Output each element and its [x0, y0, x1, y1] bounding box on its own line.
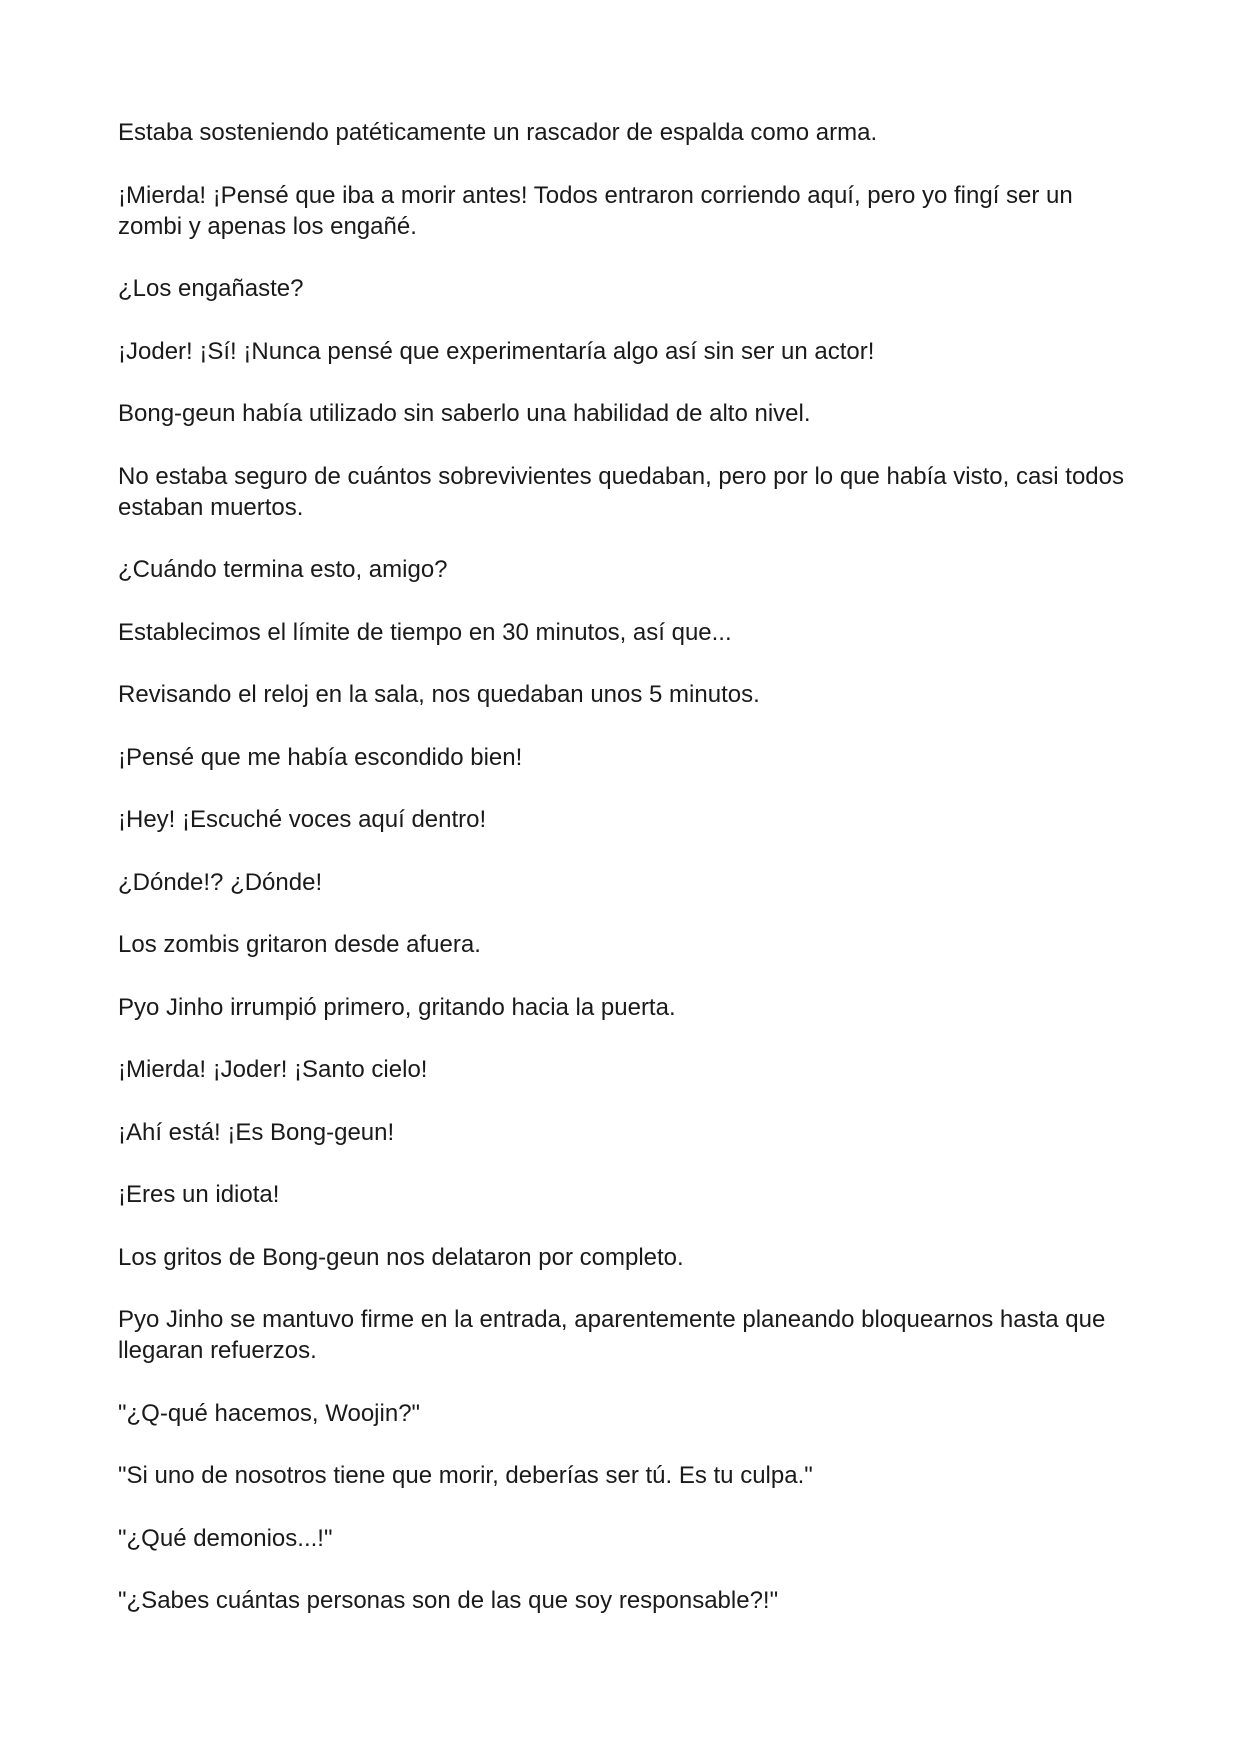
paragraph: ¡Eres un idiota! — [118, 1181, 280, 1208]
paragraph: Pyo Jinho irrumpió primero, gritando hacia la puerta. — [118, 993, 676, 1021]
paragraph: Establecimos el límite de tiempo en 30 minutos, así que... — [118, 618, 732, 646]
paragraph: "Si uno de nosotros tiene que morir, deberías ser tú. Es tu culpa." — [118, 1462, 813, 1489]
paragraph: Los zombis gritaron desde afuera. — [118, 931, 481, 958]
paragraph: ¿Dónde!? ¿Dónde! — [118, 868, 323, 896]
paragraph: ¡Joder! ¡Sí! ¡Nunca pensé que experimentaría algo así sin ser un actor! — [118, 337, 875, 365]
paragraph: Bong-geun había utilizado sin saberlo una habilidad de alto nivel. — [118, 400, 811, 427]
paragraph: ¡Pensé que me había escondido bien! — [118, 743, 523, 771]
paragraph: Revisando el reloj en la sala, nos quedaban unos 5 minutos. — [118, 681, 760, 708]
paragraph: "¿Qué demonios...!" — [118, 1524, 333, 1552]
paragraph: ¡Ahí está! ¡Es Bong-geun! — [118, 1118, 395, 1146]
paragraph: ¡Hey! ¡Escuché voces aquí dentro! — [118, 806, 487, 833]
paragraph: Los gritos de Bong-geun nos delataron por completo. — [118, 1243, 684, 1271]
paragraph: Estaba sosteniendo patéticamente un rascador de espalda como arma. — [118, 119, 878, 146]
paragraph: ¡Mierda! ¡Joder! ¡Santo cielo! — [118, 1056, 428, 1083]
paragraph: "¿Q-qué hacemos, Woojin?" — [118, 1399, 421, 1427]
paragraph: ¿Los engañaste? — [118, 275, 304, 302]
paragraph: No estaba seguro de cuántos sobrevivientes quedaban, pero por lo que había visto, casi todos estaban muertos. — [118, 462, 1124, 521]
document-body — [118, 117, 1128, 1648]
paragraph: "¿Sabes cuántas personas son de las que soy responsable?!" — [118, 1587, 779, 1614]
paragraph: ¡Mierda! ¡Pensé que iba a morir antes! Todos entraron corriendo aquí, pero yo fingí ser un zombi y apenas los engañé. — [118, 181, 1073, 240]
paragraph: ¿Cuándo termina esto, amigo? — [118, 556, 448, 583]
paragraph: Pyo Jinho se mantuvo firme en la entrada, aparentemente planeando bloquearnos hasta que llegaran refuerzos. — [118, 1306, 1106, 1364]
